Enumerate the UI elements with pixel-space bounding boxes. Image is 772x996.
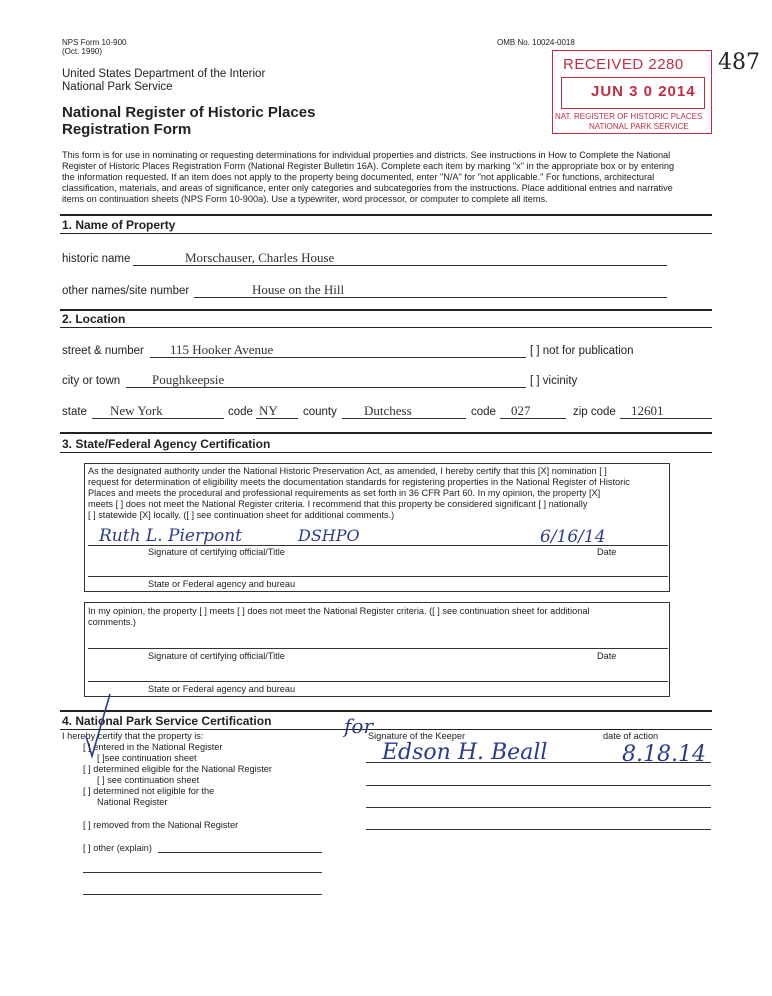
keeper-intro: I hereby certify that the property is: (62, 731, 204, 741)
instruction-line: classification, materials, and areas of significance, enter only categories and subcategories from the instructions. Place additional entries and narrative (62, 183, 673, 193)
option-other: [ ] other (explain) (83, 843, 152, 853)
divider (60, 452, 712, 453)
certification-text (88, 466, 668, 521)
handwritten-number: 487 (718, 50, 760, 75)
street-value: 115 Hooker Avenue (170, 342, 274, 357)
state-signature: Ruth L. Pierpont (99, 526, 242, 546)
signature-label: Signature of certifying official/Title (148, 547, 285, 557)
county-value: Dutchess (364, 403, 412, 418)
code-value: NY (259, 403, 278, 418)
option-removed: [ ] removed from the National Register (83, 820, 239, 830)
keeper-signature: Edson H. Beall (382, 740, 548, 765)
form-subtitle: Registration Form (62, 121, 192, 138)
instruction-line: This form is for use in nominating or requesting determinations for individual properties and districts. See instructions in How to Complete the National (62, 150, 671, 160)
cert-line: As the designated authority under the National Historic Preservation Act, as amended, I hereby certify that this [X] nomination [ ] (88, 466, 607, 476)
keeper-line (366, 785, 711, 786)
divider (60, 432, 712, 434)
omb-number: OMB No. 10024-0018 (497, 38, 575, 47)
instruction-line: the information requested. If an item does not apply to the property being documented, enter "N/A" for "not applicable." For functions, architectural (62, 172, 655, 182)
keeper-line (366, 762, 711, 763)
checkmark-icon (80, 690, 120, 765)
instructions-block (62, 150, 712, 205)
other-names-label: other names/site number (62, 285, 190, 297)
divider (60, 233, 712, 234)
stamp-date: JUN 3 0 2014 (591, 83, 696, 100)
state-signature-title: DSHPO (298, 526, 360, 545)
county-code-label: code (471, 406, 496, 418)
form-number: NPS Form 10-900 (62, 38, 127, 47)
divider (60, 327, 712, 328)
option-not-eligible-cont: National Register (97, 797, 168, 807)
keeper-prefix: for (344, 714, 374, 738)
county-label: county (303, 406, 337, 418)
zip-value: 12601 (631, 403, 664, 418)
divider (60, 309, 712, 311)
form-date: (Oct. 1990) (62, 47, 103, 56)
other-line (83, 872, 322, 873)
divider (60, 214, 712, 216)
divider (60, 729, 712, 730)
keeper-line (366, 829, 711, 830)
signature-line (88, 648, 668, 649)
received-stamp (552, 50, 712, 134)
other-line (158, 852, 322, 853)
agency-label: State or Federal agency and bureau (148, 684, 296, 694)
city-label: city or town (62, 375, 121, 387)
option-not-eligible: [ ] determined not eligible for the (83, 786, 215, 796)
signature-label: Signature of certifying official/Title (148, 651, 285, 661)
date-of-action: 8.18.14 (622, 742, 706, 767)
opinion-line: In my opinion, the property [ ] meets [ ] does not meet the National Register criteria. ([ ] see continuation sheet for additional (88, 606, 590, 616)
historic-name-value: Morschauser, Charles House (185, 250, 335, 265)
stamp-received: RECEIVED 2280 (563, 56, 684, 73)
street-label: street & number (62, 345, 144, 357)
date-label: Date (597, 651, 617, 661)
divider (60, 710, 712, 712)
county-code-line (500, 418, 566, 419)
service-name: National Park Service (62, 81, 173, 93)
agency-label: State or Federal agency and bureau (148, 579, 296, 589)
instruction-line: items on continuation sheets (NPS Form 10-900a). Use a typewriter, word processor, or computer to complete all items. (62, 194, 548, 204)
section2-title: 2. Location (62, 312, 126, 326)
state-value: New York (110, 403, 163, 418)
signature-line (88, 545, 668, 546)
cert-line: [ ] statewide [X] locally. ([ ] see continuation sheet for additional comments.) (88, 510, 395, 520)
instruction-line: Register of Historic Places Registration Form (National Register Bulletin 16A). Complete each item by marking "x" in the appropriate box or by entering (62, 161, 675, 171)
city-value: Poughkeepsie (152, 372, 225, 387)
section1-title: 1. Name of Property (62, 218, 176, 232)
not-for-publication: [ ] not for publication (530, 345, 634, 357)
option-see-continuation-2: [ ] see continuation sheet (97, 775, 200, 785)
option-entered: [ ] entered in the National Register (83, 742, 223, 752)
historic-name-label: historic name (62, 253, 131, 265)
zip-label: zip code (573, 406, 616, 418)
date-of-action-label: date of action (603, 731, 659, 741)
form-title: National Register of Historic Places (62, 104, 316, 121)
option-see-continuation: [ ]see continuation sheet (97, 753, 197, 763)
keeper-label: Signature of the Keeper (368, 731, 466, 741)
other-line (83, 894, 322, 895)
stamp-line1: NAT. REGISTER OF HISTORIC PLACES (555, 112, 703, 121)
section3-title: 3. State/Federal Agency Certification (62, 437, 271, 451)
keeper-line (366, 807, 711, 808)
county-code-value: 027 (511, 403, 531, 418)
date-label: Date (597, 547, 617, 557)
vicinity: [ ] vicinity (530, 375, 578, 387)
department-name: United States Department of the Interior (62, 68, 266, 80)
section4-title: 4. National Park Service Certification (62, 714, 272, 728)
code-label: code (228, 406, 253, 418)
option-determined-eligible: [ ] determined eligible for the National Register (83, 764, 272, 774)
cert-line: meets [ ] does not meet the National Register criteria. I recommend that this property be considered significant [ ] nationally (88, 499, 588, 509)
state-signature-date: 6/16/14 (540, 527, 606, 547)
agency-line (88, 576, 668, 577)
state-label: state (62, 406, 87, 418)
other-names-value: House on the Hill (252, 282, 345, 297)
opinion-line: comments.) (88, 617, 136, 627)
cert-line: Places and meets the procedural and professional requirements as set forth in 36 CFR Part 60. In my opinion, the property [X] (88, 488, 601, 498)
cert-line: request for determination of eligibility meets the documentation standards for registering properties in the National Register of Historic (88, 477, 630, 487)
opinion-text (88, 606, 668, 628)
agency-line (88, 681, 668, 682)
stamp-line2: NATIONAL PARK SERVICE (589, 122, 689, 131)
